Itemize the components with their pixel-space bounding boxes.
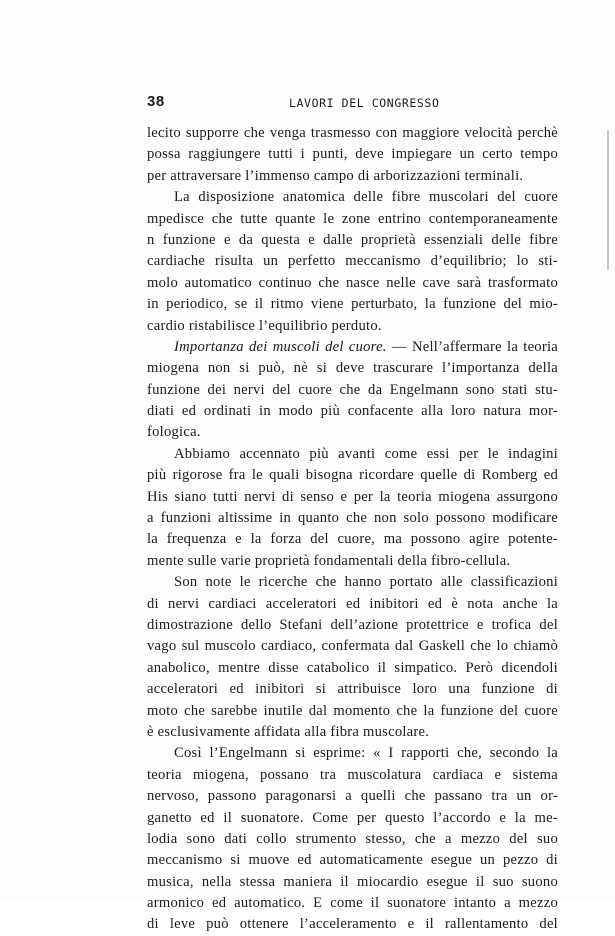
text-line: miogena non si può, nè si deve trascurare l’importanza della bbox=[147, 360, 558, 377]
text-line: musica, nella stessa maniera il miocardio esegue il suo suono bbox=[147, 873, 558, 890]
text-line: Abbiamo accennato più avanti come essi per le indagini bbox=[174, 445, 558, 462]
text-line: mente sulle varie proprietà fondamentali della fibro-cellula. bbox=[147, 552, 511, 569]
italic-section-heading: Importanza dei muscoli del cuore. bbox=[174, 338, 387, 355]
text-line: nervoso, passono paragonarsi a quelli che passano tra un or- bbox=[147, 788, 558, 805]
body-text bbox=[147, 123, 558, 936]
text-line: moto che sarebbe inutile dal momento che la funzione del cuore bbox=[147, 702, 558, 719]
text-line: per attraversare l’immenso campo di arborizzazioni terminali. bbox=[147, 167, 524, 184]
text-line: meccanismo si muove ed automaticamente esegue un pezzo di bbox=[147, 852, 558, 869]
text-line: più rigorose fra le quali bisogna ricordare quelle di Romberg ed bbox=[147, 467, 558, 484]
text-line: di nervi cardiaci acceleratori ed inibitori ed è nota anche la bbox=[147, 595, 558, 612]
text-line: lodia sono dati collo strumento stesso, che a mezzo del suo bbox=[147, 830, 558, 847]
text-line: Così l’Engelmann si esprime: « I rapporti che, secondo la bbox=[174, 745, 558, 762]
text-line: Son note le ricerche che hanno portato alle classificazioni bbox=[174, 574, 558, 591]
text-line: la frequenza e la forza del cuore, ma possono agire potente- bbox=[147, 531, 558, 548]
text-line: lecito supporre che venga trasmesso con maggiore velocità perchè bbox=[147, 125, 558, 141]
text-line: in periodico, se il ritmo viene perturbato, la funzione del mio- bbox=[147, 296, 558, 313]
text-line: dimostrazione dello Stefani dell’azione protettrice e trofica del bbox=[147, 616, 558, 633]
text-line: mpedisce che tutte quante le zone entrino contemporaneamente bbox=[147, 210, 558, 227]
text-line: è esclusivamente affidata alla fibra muscolare. bbox=[147, 723, 430, 740]
text-line: a funzioni altissime in quanto che non solo possono modificare bbox=[147, 510, 558, 527]
text-line: cardiache risulta un perfetto meccanismo d’equilibrio; lo sti- bbox=[147, 253, 558, 270]
text-line: molo automatico continuo che nasce nelle cave sarà trasformato bbox=[147, 274, 558, 291]
text-line-with-heading bbox=[147, 337, 558, 358]
text-line: cardio ristabilisce l’equilibrio perduto. bbox=[147, 317, 382, 334]
page-number: 38 bbox=[147, 93, 165, 110]
text-line: His siano tutti nervi di senso e per la teoria miogena assurgono bbox=[147, 488, 558, 505]
text-line: anabolico, mentre disse catabolico il simpatico. Però dicendoli bbox=[147, 659, 558, 676]
page-edge-shadow bbox=[607, 130, 609, 270]
text-line: La disposizione anatomica delle fibre muscolari del cuore bbox=[174, 189, 558, 206]
text-line: di leve può ottenere l’acceleramento e il rallentamento del bbox=[147, 916, 558, 933]
text-line: armonico ed automatico. E come il suonatore intanto a mezzo bbox=[147, 895, 558, 912]
text-line: vago sul muscolo cardiaco, confermata dal Gaskell che lo chiamò bbox=[147, 638, 558, 655]
page-header bbox=[147, 93, 558, 113]
running-title: LAVORI DEL CONGRESSO bbox=[289, 96, 440, 110]
text-line: possa raggiungere tutti i punti, deve impiegare un certo tempo bbox=[147, 146, 558, 163]
text-line: n funzione e da questa e dalle proprietà essenziali delle fibre bbox=[147, 231, 558, 248]
text-line: ganetto ed il suonatore. Come per questo l’accordo e la me- bbox=[147, 809, 558, 826]
text-line-rest: — Nell’affermare la teoria bbox=[391, 338, 558, 355]
text-line: teoria miogena, possano tra muscolatura cardiaca e sistema bbox=[147, 766, 558, 783]
text-line: diati ed ordinati in modo più confacente alla loro natura mor- bbox=[147, 403, 558, 420]
text-line: fologica. bbox=[147, 424, 201, 441]
text-line: acceleratori ed inibitori si attribuisce loro una funzione di bbox=[147, 681, 558, 698]
text-line: funzione dei nervi del cuore che da Engelmann sono stati stu- bbox=[147, 381, 558, 398]
